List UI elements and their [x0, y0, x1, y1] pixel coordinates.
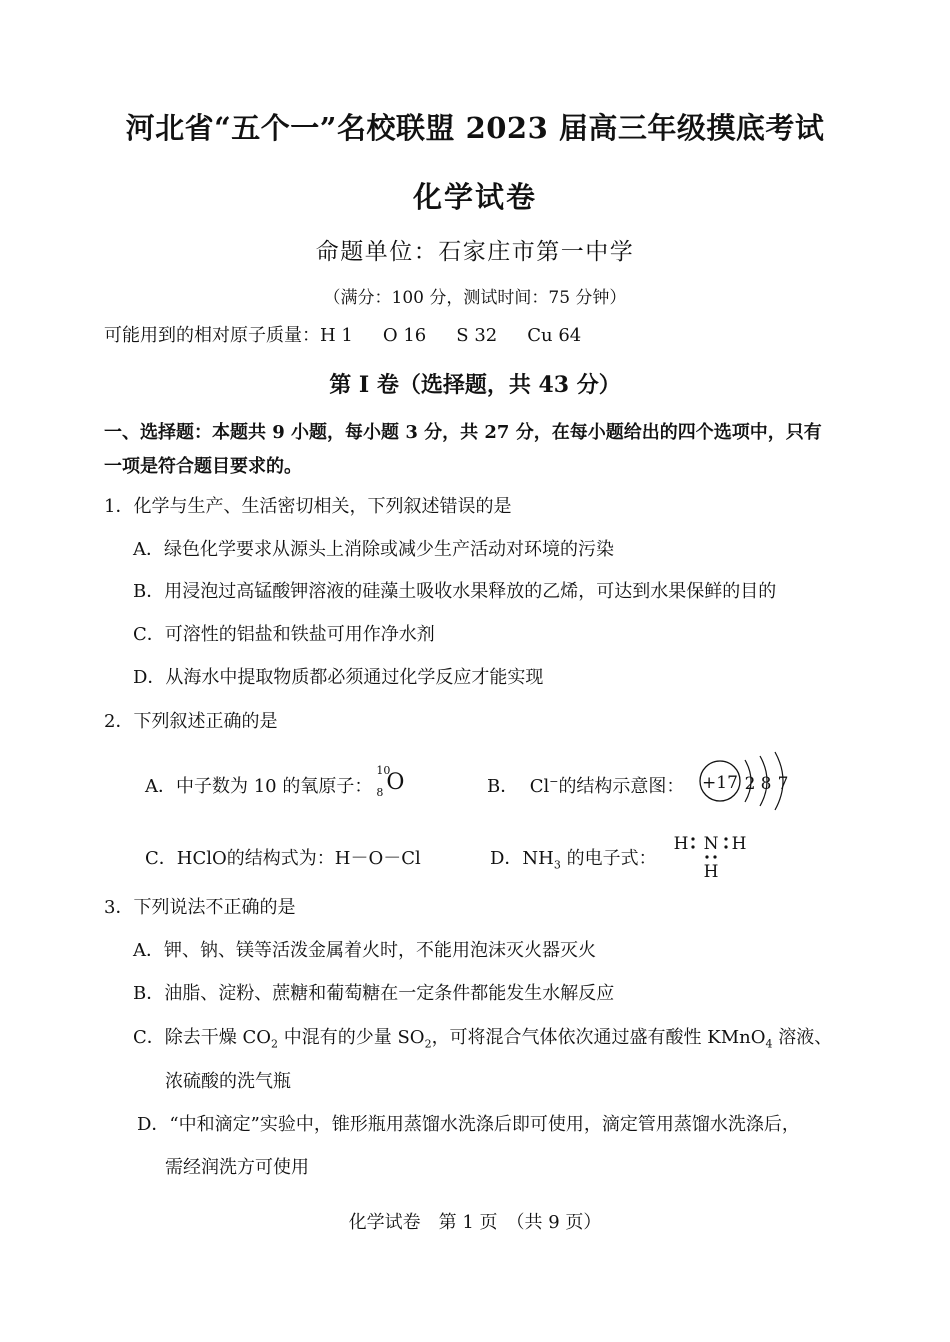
- q2-option-b-label: B．: [487, 776, 519, 797]
- q2-option-d-text: D．NH: [490, 848, 554, 869]
- q3-option-c-line2: 浓硫酸的洗气瓶: [165, 1071, 291, 1092]
- atomic-mass-s: S 32: [456, 325, 498, 346]
- q3-option-b: B．油脂、淀粉、蔗糖和葡萄糖在一定条件都能发生水解反应: [133, 983, 615, 1004]
- q3-option-a: A．钾、钠、镁等活泼金属着火时，不能用泡沫灭火器灭火: [133, 940, 596, 961]
- q3-option-d-line1: D．“中和滴定”实验中，锥形瓶用蒸馏水洗涤后即可使用，滴定管用蒸馏水洗涤后，: [137, 1114, 800, 1135]
- q3-option-d-line2: 需经润洗方可使用: [165, 1157, 309, 1178]
- hydrogen-bottom: H: [703, 862, 719, 882]
- hydrogen-right: H: [731, 834, 747, 854]
- q3-c-sub1: 2: [271, 1037, 279, 1051]
- q2-option-b-charge: −: [549, 775, 559, 788]
- q1-option-c: C．可溶性的铝盐和铁盐可用作净水剂: [133, 624, 435, 645]
- q3-c-part2: 中混有的少量 SO: [278, 1027, 425, 1048]
- q2-option-a-text: A．中子数为 10 的氧原子：: [145, 776, 373, 797]
- atomic-mass-o: O 16: [382, 325, 427, 346]
- q2-option-b-ion: Cl: [529, 776, 550, 797]
- exam-title: 河北省“五个一”名校联盟 2023 届高三年级摸底考试: [125, 111, 825, 145]
- q3-stem: 3．下列说法不正确的是: [104, 897, 296, 918]
- author-unit: 命题单位：石家庄市第一中学: [315, 239, 635, 265]
- shell-3-electrons: 7: [777, 774, 789, 794]
- q2-option-a: [145, 764, 406, 800]
- q1-option-a: A．绿色化学要求从源头上消除或减少生产活动对环境的污染: [133, 539, 614, 560]
- q2-option-b-after: 的结构示意图：: [558, 776, 685, 797]
- atomic-mass-cu: Cu 64: [527, 325, 582, 346]
- q2-option-d: [490, 844, 657, 872]
- electron-dot: [713, 855, 716, 858]
- exam-subtitle: 化学试卷: [412, 180, 537, 214]
- q3-c-sub2: 2: [424, 1037, 432, 1051]
- q1-option-d: D．从海水中提取物质都必须通过化学反应才能实现: [133, 667, 544, 688]
- electron-dot: [705, 855, 708, 858]
- ammonia-electron-dot-formula: [670, 828, 760, 884]
- oxygen-isotope-symbol: [372, 764, 406, 800]
- isotope-atomic-number: 8: [376, 786, 384, 799]
- q2-option-c: C．HClO的结构式为：H－O－Cl: [145, 848, 421, 869]
- section-instructions-line2: 一项是符合题目要求的。: [104, 456, 302, 477]
- nitrogen-center: N: [703, 834, 719, 854]
- section-instructions-line1: 一、选择题：本题共 9 小题，每小题 3 分，共 27 分，在每小题给出的四个选项中，只有: [104, 422, 822, 443]
- q3-c-part4: 溶液、: [772, 1027, 833, 1048]
- q3-option-c-line1: [133, 1023, 832, 1051]
- atomic-masses: [104, 321, 611, 347]
- page-footer: 化学试卷 第 1 页 （共 9 页）: [348, 1212, 602, 1233]
- q3-c-sub3: 4: [765, 1037, 773, 1051]
- atomic-mass-label: 可能用到的相对原子质量：: [104, 325, 320, 346]
- q2-stem: 2．下列叙述正确的是: [104, 711, 278, 732]
- isotope-mass-number: 10: [376, 764, 391, 777]
- section-title: 第 I 卷（选择题，共 43 分）: [329, 372, 621, 398]
- electron-dot: [724, 837, 727, 840]
- electron-dot: [724, 845, 727, 848]
- chloride-ion-structure-diagram: [695, 748, 795, 812]
- q2-option-d-after: 的电子式：: [560, 848, 657, 869]
- q2-option-d-sub: 3: [553, 858, 561, 872]
- exam-info: （满分：100 分，测试时间：75 分钟）: [323, 288, 627, 308]
- isotope-element: O: [386, 770, 405, 795]
- electron-dot: [691, 845, 694, 848]
- shell-2-electrons: 8: [760, 774, 772, 794]
- electron-dot: [691, 837, 694, 840]
- shell-1-electrons: 2: [744, 774, 756, 794]
- q1-stem: 1．化学与生产、生活密切相关，下列叙述错误的是: [104, 496, 512, 517]
- q3-c-part3: ，可将混合气体依次通过盛有酸性 KMnO: [431, 1027, 766, 1048]
- q1-option-b: B．用浸泡过高锰酸钾溶液的硅藻土吸收水果释放的乙烯，可达到水果保鲜的目的: [133, 581, 777, 602]
- q2-option-b: [487, 772, 684, 798]
- atomic-mass-h: H 1: [320, 325, 353, 346]
- nucleus-charge: +17: [702, 773, 738, 793]
- q3-c-part1: C．除去干燥 CO: [133, 1027, 272, 1048]
- hydrogen-left: H: [673, 834, 689, 854]
